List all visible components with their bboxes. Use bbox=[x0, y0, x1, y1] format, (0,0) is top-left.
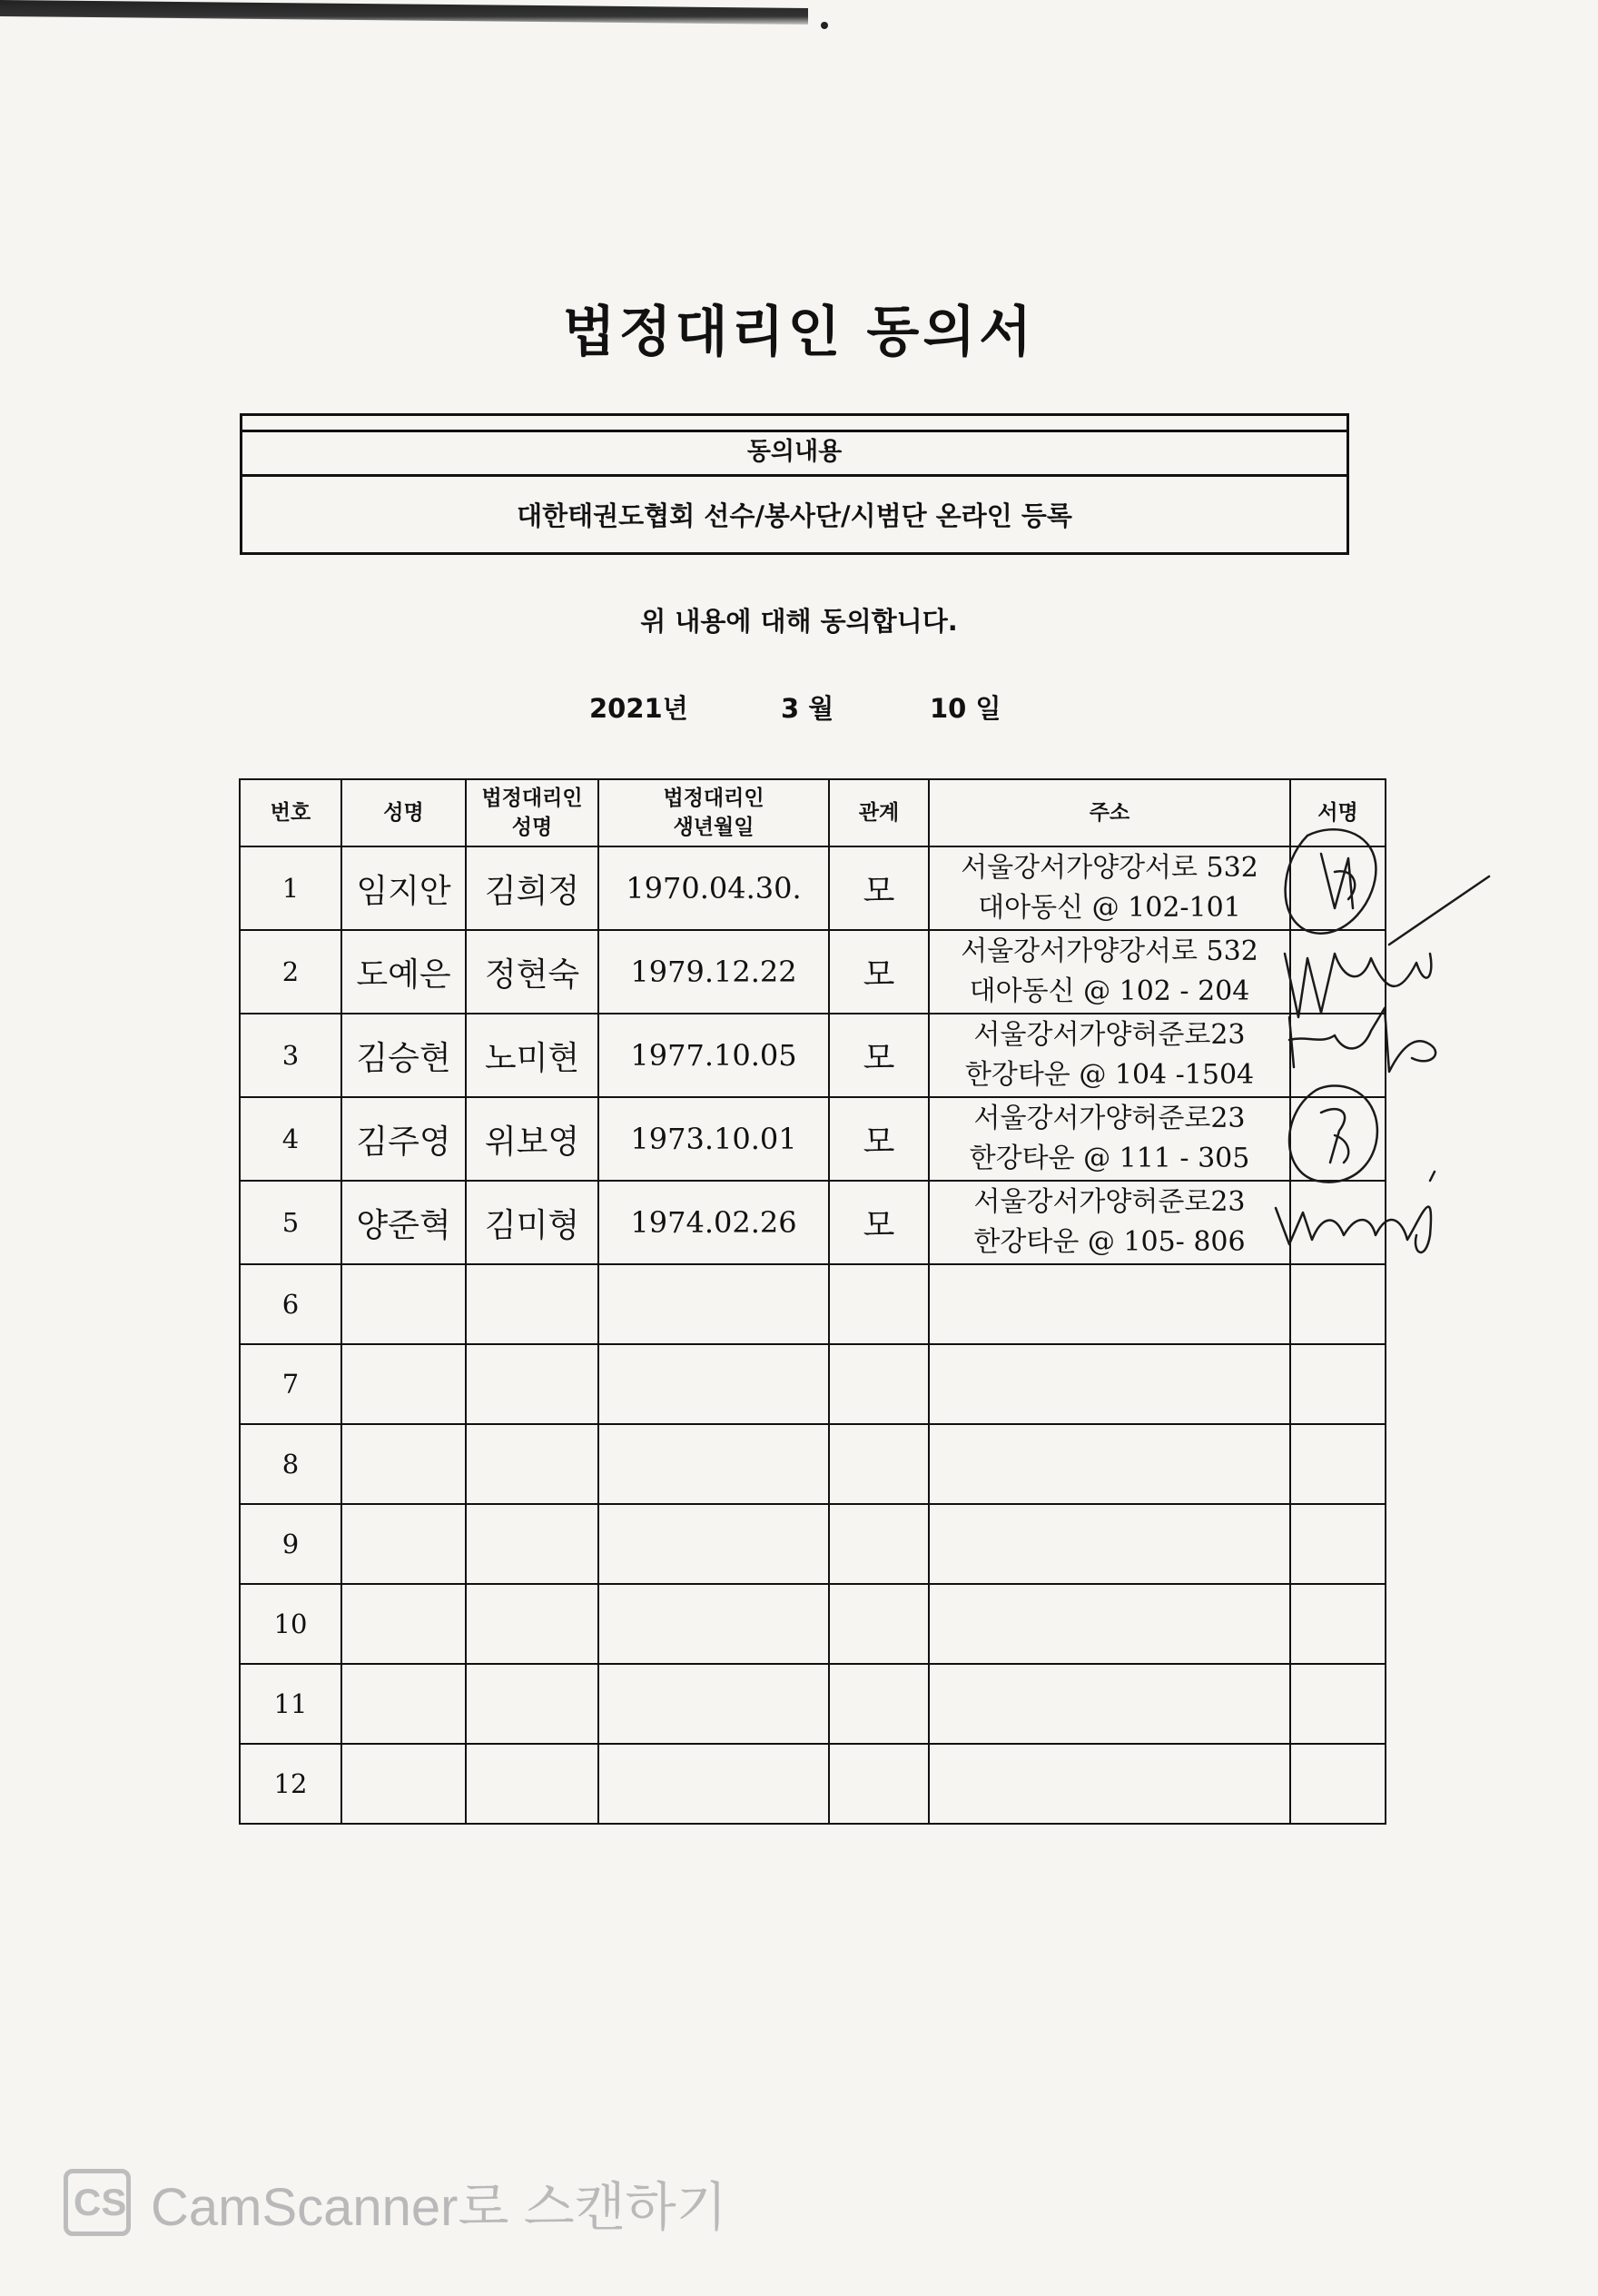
cell-guardian-name bbox=[466, 1344, 598, 1424]
cell-name: 도예은 bbox=[341, 930, 466, 1014]
scan-edge-shadow bbox=[0, 0, 808, 27]
cell-number: 1 bbox=[240, 846, 341, 930]
cell-number: 2 bbox=[240, 930, 341, 1014]
cell-address bbox=[929, 1744, 1290, 1824]
cell-name bbox=[341, 1344, 466, 1424]
cell-name: 김주영 bbox=[341, 1097, 466, 1181]
date-year: 2021년 bbox=[589, 693, 688, 724]
cell-name bbox=[341, 1264, 466, 1344]
cell-signature bbox=[1290, 1097, 1386, 1181]
table-row bbox=[240, 1664, 1386, 1744]
address-line-2: 대아동신 @ 102-101 bbox=[978, 892, 1241, 924]
cell-number: 9 bbox=[240, 1504, 341, 1584]
table-row bbox=[240, 1344, 1386, 1424]
cell-guardian-birth: 1977.10.05 bbox=[598, 1014, 829, 1097]
cell-name bbox=[341, 1664, 466, 1744]
cell-guardian-name: 노미현 bbox=[466, 1014, 598, 1097]
cell-guardian-birth bbox=[598, 1664, 829, 1744]
cell-name: 김승현 bbox=[341, 1014, 466, 1097]
cell-address bbox=[929, 1504, 1290, 1584]
cell-guardian-name bbox=[466, 1664, 598, 1744]
address-line-1: 서울강서가양허준로23 bbox=[973, 1186, 1246, 1218]
header-guardian-name: 법정대리인 성명 bbox=[466, 779, 598, 846]
cell-guardian-name: 위보영 bbox=[466, 1097, 598, 1181]
address-line-2: 대아동신 @ 102 - 204 bbox=[969, 975, 1250, 1007]
cell-number: 6 bbox=[240, 1264, 341, 1344]
cell-signature bbox=[1290, 1424, 1386, 1504]
cell-signature bbox=[1290, 1014, 1386, 1097]
cell-guardian-name bbox=[466, 1584, 598, 1664]
date-month: 3 월 bbox=[781, 693, 834, 724]
consent-header: 동의내용 bbox=[242, 430, 1346, 477]
header-guardian-birth: 법정대리인 생년월일 bbox=[598, 779, 829, 846]
cell-guardian-birth bbox=[598, 1744, 829, 1824]
cell-relation bbox=[829, 1264, 929, 1344]
cell-guardian-name bbox=[466, 1744, 598, 1824]
table-row bbox=[240, 1584, 1386, 1664]
address-line-1: 서울강서가양허준로23 bbox=[973, 1019, 1246, 1051]
cell-number: 10 bbox=[240, 1584, 341, 1664]
cell-guardian-name bbox=[466, 1424, 598, 1504]
table-row bbox=[240, 1014, 1386, 1097]
cell-guardian-name bbox=[466, 1504, 598, 1584]
cell-name: 임지안 bbox=[341, 846, 466, 930]
table-row bbox=[240, 930, 1386, 1014]
address-line-2: 한강타운 @ 104 -1504 bbox=[964, 1059, 1255, 1091]
date-day: 10 일 bbox=[930, 693, 1001, 724]
cell-signature bbox=[1290, 1584, 1386, 1664]
camscanner-logo: CS bbox=[64, 2169, 131, 2236]
cell-name: 양준혁 bbox=[341, 1181, 466, 1264]
cell-address bbox=[929, 1584, 1290, 1664]
cell-number: 4 bbox=[240, 1097, 341, 1181]
cell-relation: 모 bbox=[829, 1181, 929, 1264]
cell-guardian-name: 김희정 bbox=[466, 846, 598, 930]
cell-signature bbox=[1290, 1344, 1386, 1424]
cell-address bbox=[929, 1181, 1290, 1264]
table-row bbox=[240, 1744, 1386, 1824]
cell-signature bbox=[1290, 930, 1386, 1014]
cell-relation: 모 bbox=[829, 930, 929, 1014]
cell-signature bbox=[1290, 846, 1386, 930]
header-relation: 관계 bbox=[829, 779, 929, 846]
cell-relation bbox=[829, 1424, 929, 1504]
cell-relation: 모 bbox=[829, 846, 929, 930]
cell-name bbox=[341, 1744, 466, 1824]
agreement-statement: 위 내용에 대해 동의합니다. bbox=[640, 606, 958, 637]
address-line-1: 서울강서가양강서로 532 bbox=[961, 935, 1258, 967]
camscanner-watermark bbox=[64, 2166, 727, 2239]
cell-address bbox=[929, 1097, 1290, 1181]
guardian-table bbox=[239, 778, 1386, 1825]
table-row bbox=[240, 1264, 1386, 1344]
address-line-2: 한강타운 @ 105- 806 bbox=[973, 1226, 1246, 1258]
address-line-1: 서울강서가양허준로23 bbox=[973, 1103, 1246, 1134]
cell-guardian-birth bbox=[598, 1344, 829, 1424]
cell-name bbox=[341, 1584, 466, 1664]
cell-signature bbox=[1290, 1504, 1386, 1584]
cell-relation bbox=[829, 1344, 929, 1424]
cell-guardian-birth: 1970.04.30. bbox=[598, 846, 829, 930]
table-row bbox=[240, 1181, 1386, 1264]
cell-guardian-birth: 1979.12.22 bbox=[598, 930, 829, 1014]
cell-address bbox=[929, 1424, 1290, 1504]
address-line-2: 한강타운 @ 111 - 305 bbox=[969, 1143, 1250, 1174]
header-name: 성명 bbox=[341, 779, 466, 846]
cell-guardian-name: 정현숙 bbox=[466, 930, 598, 1014]
cell-signature bbox=[1290, 1181, 1386, 1264]
cell-number: 5 bbox=[240, 1181, 341, 1264]
cell-address bbox=[929, 846, 1290, 930]
cell-number: 3 bbox=[240, 1014, 341, 1097]
cell-guardian-name bbox=[466, 1264, 598, 1344]
header-signature: 서명 bbox=[1290, 779, 1386, 846]
cell-relation bbox=[829, 1504, 929, 1584]
document-title: 법정대리인 동의서 bbox=[562, 301, 1036, 364]
cell-number: 11 bbox=[240, 1664, 341, 1744]
table-row bbox=[240, 1097, 1386, 1181]
cell-relation bbox=[829, 1664, 929, 1744]
watermark-text: CamScanner로 스캔하기 bbox=[151, 2178, 727, 2237]
cell-signature bbox=[1290, 1264, 1386, 1344]
consent-box bbox=[240, 413, 1349, 555]
cell-name bbox=[341, 1504, 466, 1584]
cell-relation: 모 bbox=[829, 1097, 929, 1181]
cell-address bbox=[929, 1344, 1290, 1424]
cell-relation bbox=[829, 1584, 929, 1664]
cell-guardian-birth: 1974.02.26 bbox=[598, 1181, 829, 1264]
table-row bbox=[240, 1424, 1386, 1504]
cell-guardian-birth bbox=[598, 1504, 829, 1584]
consent-body: 대한태권도협회 선수/봉사단/시범단 온라인 등록 bbox=[517, 500, 1072, 531]
cell-address bbox=[929, 1664, 1290, 1744]
table-row bbox=[240, 846, 1386, 930]
cell-address bbox=[929, 1014, 1290, 1097]
cell-guardian-birth: 1973.10.01 bbox=[598, 1097, 829, 1181]
table-row bbox=[240, 1504, 1386, 1584]
cell-relation: 모 bbox=[829, 1014, 929, 1097]
cell-guardian-birth bbox=[598, 1264, 829, 1344]
cell-signature bbox=[1290, 1744, 1386, 1824]
cell-number: 12 bbox=[240, 1744, 341, 1824]
cell-signature bbox=[1290, 1664, 1386, 1744]
cell-address bbox=[929, 930, 1290, 1014]
cell-guardian-birth bbox=[598, 1584, 829, 1664]
cell-number: 8 bbox=[240, 1424, 341, 1504]
cell-guardian-birth bbox=[598, 1424, 829, 1504]
address-line-1: 서울강서가양강서로 532 bbox=[961, 852, 1258, 884]
cell-address bbox=[929, 1264, 1290, 1344]
cell-number: 7 bbox=[240, 1344, 341, 1424]
cell-name bbox=[341, 1424, 466, 1504]
cell-guardian-name: 김미형 bbox=[466, 1181, 598, 1264]
header-address: 주소 bbox=[929, 779, 1290, 846]
cell-relation bbox=[829, 1744, 929, 1824]
scan-speck bbox=[821, 22, 828, 29]
table-header-row bbox=[240, 779, 1386, 846]
header-number: 번호 bbox=[240, 779, 341, 846]
